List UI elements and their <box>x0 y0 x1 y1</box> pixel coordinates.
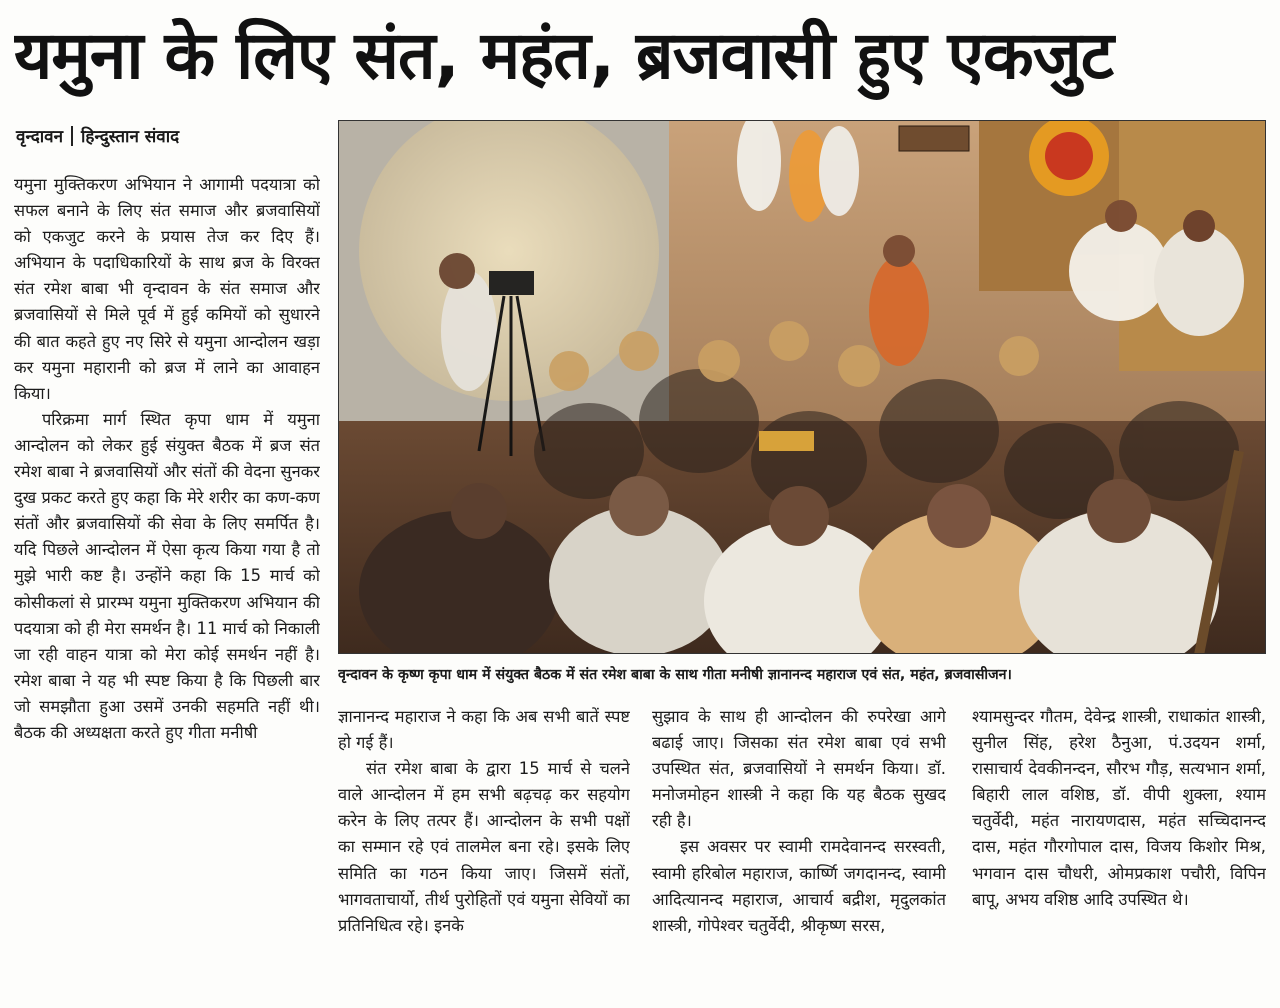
meeting-photo <box>338 120 1266 654</box>
article-column-2 <box>338 704 630 1004</box>
article-paragraph: इस अवसर पर स्वामी रामदेवानन्द सरस्वती, स्वामी हरिबोल महाराज, कार्ष्णि जगदानन्द, स्वामी आदित्यानन्द महाराज, आचार्य बद्रीश, मृदुलकांत शास्त्री, गोपेश्वर चतुर्वेदी, श्रीकृष्ण सरस, <box>652 837 946 935</box>
article-paragraph: परिक्रमा मार्ग स्थित कृपा धाम में यमुना आन्दोलन को लेकर हुई संयुक्त बैठक में ब्रज संत रमेश बाबा ने ब्रजवासियों और संतों की वेदना सुनकर दुख प्रकट करते हुए कहा कि मेरे शरीर का कण-कण संतों और ब्रजवासियों की सेवा के लिए समर्पित है। यदि पिछले आन्दोलन में ऐसा कृत्य किया गया है तो मुझे भारी कष्ट है। उन्होंने कहा कि 15 मार्च को कोसीकलां से प्रारम्भ यमुना मुक्तिकरण अभियान की पदयात्रा को ही मेरा समर्थन है। 11 मार्च को निकाली जा रही वाहन यात्रा को मेरा कोई समर्थन नहीं है। रमेश बाबा ने यह भी स्पष्ट किया है कि पिछली बार जो समझौता हुआ उसमें उनकी सहमति नहीं थी। बैठक की अध्यक्षता करते हुए गीता मनीषी <box>14 409 320 742</box>
headline: यमुना के लिए संत, महंत, ब्रजवासी हुए एकजुट <box>14 17 1113 94</box>
article-column-4 <box>972 704 1266 1004</box>
article-paragraph: सुझाव के साथ ही आन्दोलन की रुपरेखा आगे बढाई जाए। जिसका संत रमेश बाबा एवं सभी उपस्थित संत, ब्रजवासियों ने समर्थन किया। डॉ. मनोजमोहन शास्त्री ने कहा कि यह बैठक सुखद रही है। <box>652 707 946 831</box>
dateline-agency: हिन्दुस्तान संवाद <box>81 127 180 147</box>
photo-caption: वृन्दावन के कृष्ण कृपा धाम में संयुक्त बैठक में संत रमेश बाबा के साथ गीता मनीषी ज्ञानानन्द महाराज एवं संत, महंत, ब्रजवासीजन। <box>338 667 1012 683</box>
meeting-photo-illustration <box>339 121 1266 654</box>
article-paragraph: संत रमेश बाबा के द्वारा 15 मार्च से चलने वाले आन्दोलन में हम सभी बढ़चढ़ कर सहयोग करेन के लिए तत्पर हैं। आन्दोलन के सभी पक्षों का सम्मान रहे एवं तालमेल बना रहे। इसके लिए समिति का गठन किया जाए। जिसमें संतों, भागवताचार्यो, तीर्थ पुरोहितों एवं यमुना सेवियों का प्रतिनिधित्व रहे। इनके <box>338 759 630 935</box>
dateline <box>16 122 179 152</box>
dateline-separator <box>71 126 73 146</box>
dateline-place: वृन्दावन <box>16 127 64 147</box>
article-column-3 <box>652 704 946 1004</box>
article-paragraph: ज्ञानानन्द महाराज ने कहा कि अब सभी बातें स्पष्ट हो गई हैं। <box>338 707 630 753</box>
article-column-1 <box>14 172 320 1006</box>
article-paragraph: श्यामसुन्दर गौतम, देवेन्द्र शास्त्री, राधाकांत शास्त्री, सुनील सिंह, हरेश ठैनुआ, पं.उदयन शर्मा, रासाचार्य देवकीनन्दन, सौरभ गौड़, सत्यभान शर्मा, बिहारी लाल वशिष्ठ, डॉ. वीपी शुक्ला, श्याम चतुर्वेदी, महंत नारायणदास, महंत सच्चिदानन्द दास, महंत गौरगोपाल दास, विजय किशोर मिश्र, भगवान दास चौधरी, ओमप्रकाश पचौरी, विपिन बापू, अभय वशिष्ठ आदि उपस्थित थे। <box>972 707 1266 909</box>
article-paragraph: यमुना मुक्तिकरण अभियान ने आगामी पदयात्रा को सफल बनाने के लिए संत समाज और ब्रजवासियों को एकजुट करने के प्रयास तेज कर दिए हैं। अभियान के पदाधिकारियों के साथ ब्रज के विरक्त संत रमेश बाबा भी वृन्दावन के संत समाज और ब्रजवासियों से मिले पूर्व में हुई कमियों को सुधारने की बात कहते हुए नए सिरे से यमुना आन्दोलन खड़ा कर यमुना महारानी को ब्रज में लाने का आवाहन किया। <box>14 175 320 403</box>
